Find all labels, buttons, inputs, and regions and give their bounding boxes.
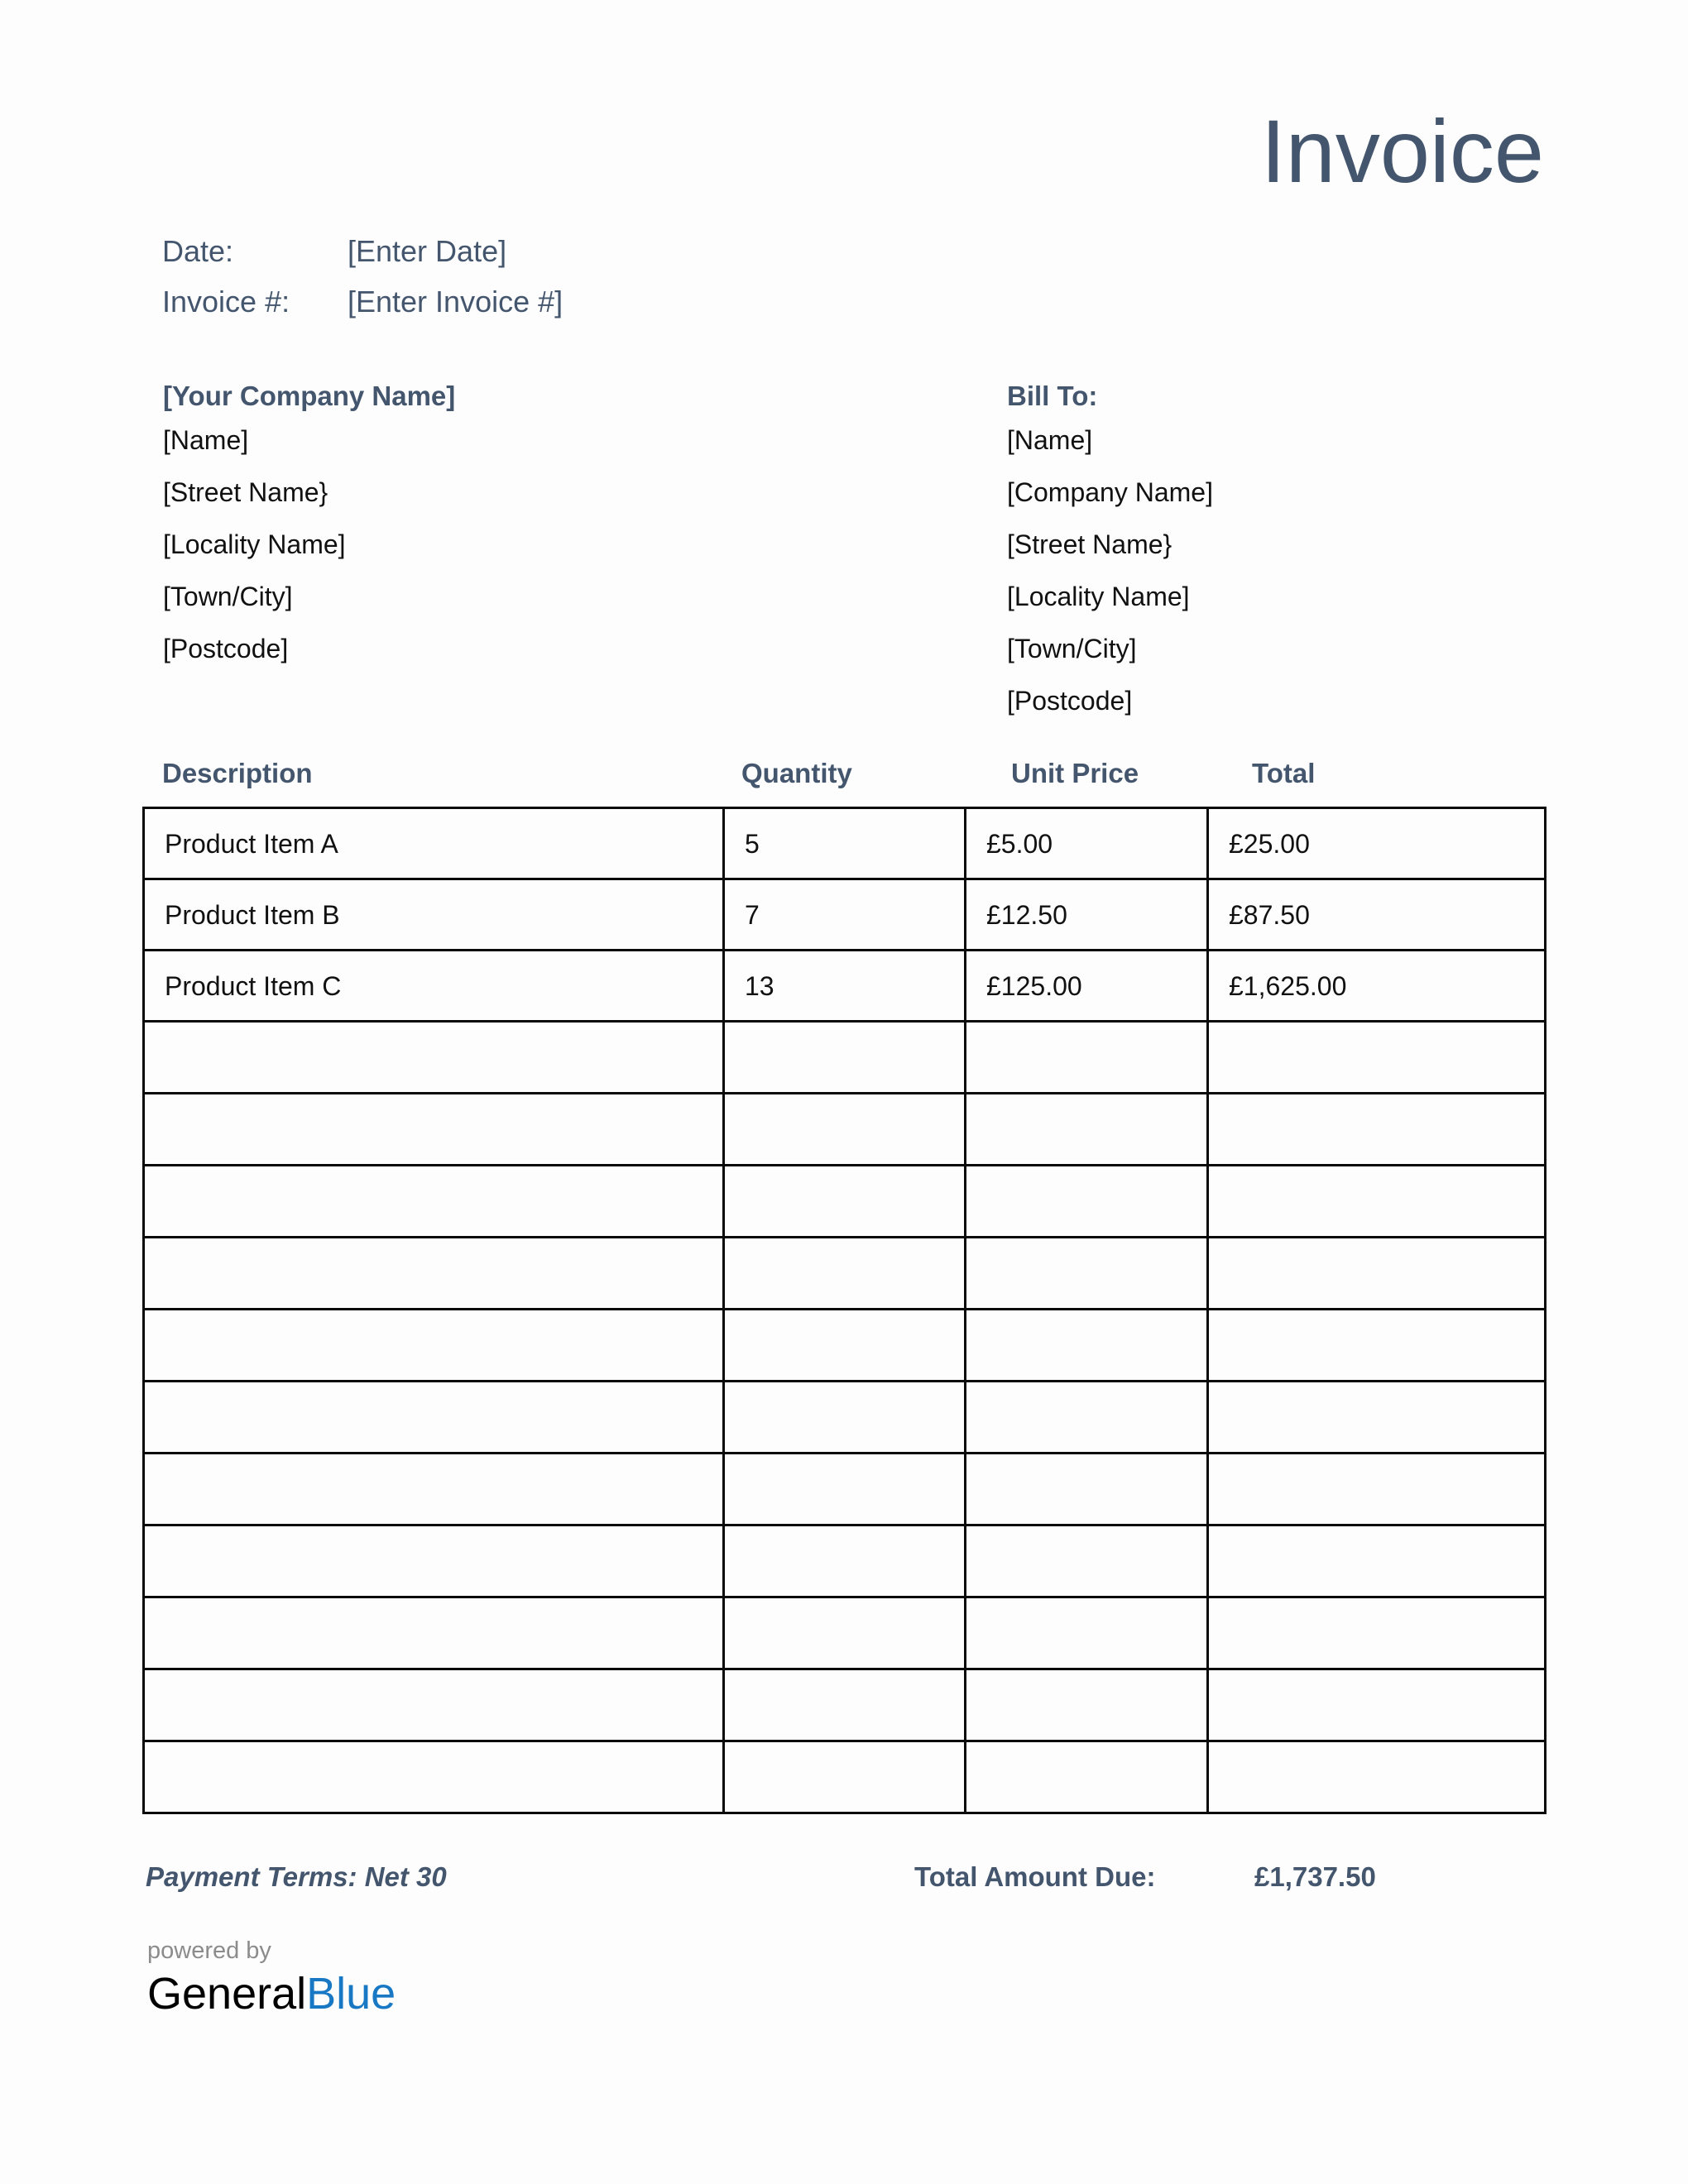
cell-unit-price-empty[interactable] [966,1238,1208,1310]
table-row [144,879,1546,951]
cell-quantity-empty[interactable] [724,1310,966,1382]
cell-description-empty[interactable] [144,1094,724,1166]
cell-description-empty[interactable] [144,1166,724,1238]
cell-unit-price[interactable]: £12.50 [966,879,1208,951]
cell-unit-price-empty[interactable] [966,1382,1208,1454]
date-label: Date: [162,234,234,268]
cell-total-empty[interactable] [1208,1094,1546,1166]
payment-terms: Payment Terms: Net 30 [146,1861,447,1892]
cell-quantity-empty[interactable] [724,1454,966,1525]
table-row-empty [144,1525,1546,1597]
cell-quantity[interactable]: 5 [724,808,966,879]
bill-to-address-line[interactable]: [Name] [1007,425,1093,455]
table-row-empty [144,1382,1546,1454]
bill-to-address-line[interactable]: [Locality Name] [1007,582,1190,611]
cell-total[interactable]: £25.00 [1208,808,1546,879]
table-row-empty [144,1454,1546,1525]
table-row-empty [144,1597,1546,1669]
table-row-empty [144,1741,1546,1813]
cell-description-empty[interactable] [144,1238,724,1310]
bill-to-label: Bill To: [1007,381,1098,411]
column-header-description: Description [162,758,313,788]
cell-description-empty[interactable] [144,1669,724,1741]
cell-description-empty[interactable] [144,1382,724,1454]
branding-logo [147,1937,396,2019]
cell-quantity-empty[interactable] [724,1166,966,1238]
cell-unit-price[interactable]: £125.00 [966,951,1208,1022]
brand-name-general: General [147,1969,307,2019]
brand-name-blue: Blue [306,1969,396,2019]
cell-description-empty[interactable] [144,1310,724,1382]
items-table-header [0,759,1688,804]
cell-total-empty[interactable] [1208,1166,1546,1238]
company-address-line[interactable]: [Postcode] [163,634,289,663]
generalblue-wordmark [147,1969,396,2019]
bill-to-address-line[interactable]: [Company Name] [1007,477,1213,507]
invoice-footer [0,1863,1688,1904]
date-row [162,234,563,287]
invoice-number-field[interactable]: [Enter Invoice #] [348,285,563,318]
cell-quantity-empty[interactable] [724,1597,966,1669]
cell-quantity-empty[interactable] [724,1022,966,1094]
cell-total-empty[interactable] [1208,1597,1546,1669]
cell-unit-price-empty[interactable] [966,1166,1208,1238]
invoice-number-label: Invoice #: [162,285,290,318]
total-due-label: Total Amount Due: [914,1861,1156,1892]
bill-to-address-line[interactable]: [Street Name} [1007,529,1172,559]
cell-total-empty[interactable] [1208,1238,1546,1310]
cell-total-empty[interactable] [1208,1022,1546,1094]
cell-quantity[interactable]: 13 [724,951,966,1022]
table-row-empty [144,1166,1546,1238]
cell-total-empty[interactable] [1208,1525,1546,1597]
cell-quantity-empty[interactable] [724,1094,966,1166]
invoice-meta [162,234,563,338]
cell-total[interactable]: £87.50 [1208,879,1546,951]
cell-total-empty[interactable] [1208,1741,1546,1813]
bill-to-address-line[interactable]: [Town/City] [1007,634,1137,663]
column-header-unit-price: Unit Price [1011,758,1139,788]
cell-description-empty[interactable] [144,1597,724,1669]
company-address-block [163,382,693,687]
table-row [144,808,1546,879]
cell-unit-price[interactable]: £5.00 [966,808,1208,879]
company-address-line[interactable]: [Name] [163,425,249,455]
company-name[interactable]: [Your Company Name] [163,381,456,411]
page-title: Invoice [1260,101,1544,201]
cell-total[interactable]: £1,625.00 [1208,951,1546,1022]
cell-unit-price-empty[interactable] [966,1597,1208,1669]
table-row-empty [144,1094,1546,1166]
cell-description-empty[interactable] [144,1022,724,1094]
cell-unit-price-empty[interactable] [966,1741,1208,1813]
cell-total-empty[interactable] [1208,1382,1546,1454]
cell-description[interactable]: Product Item C [144,951,724,1022]
bill-to-address-line[interactable]: [Postcode] [1007,686,1133,716]
cell-description[interactable]: Product Item B [144,879,724,951]
cell-quantity-empty[interactable] [724,1525,966,1597]
cell-unit-price-empty[interactable] [966,1525,1208,1597]
table-row [144,951,1546,1022]
invoice-number-row [162,287,563,338]
cell-description[interactable]: Product Item A [144,808,724,879]
table-row-empty [144,1022,1546,1094]
total-due-amount: £1,737.50 [1254,1861,1376,1892]
cell-quantity-empty[interactable] [724,1741,966,1813]
items-table [142,807,1547,1814]
column-header-quantity: Quantity [741,758,852,788]
cell-description-empty[interactable] [144,1741,724,1813]
date-field[interactable]: [Enter Date] [348,234,507,268]
cell-quantity-empty[interactable] [724,1238,966,1310]
cell-quantity-empty[interactable] [724,1382,966,1454]
table-row-empty [144,1669,1546,1741]
bill-to-address-block [1007,382,1553,740]
cell-total-empty[interactable] [1208,1310,1546,1382]
cell-description-empty[interactable] [144,1525,724,1597]
column-header-total: Total [1252,758,1316,788]
table-row-empty [144,1310,1546,1382]
cell-unit-price-empty[interactable] [966,1310,1208,1382]
company-address-line[interactable]: [Town/City] [163,582,293,611]
cell-unit-price-empty[interactable] [966,1094,1208,1166]
cell-unit-price-empty[interactable] [966,1022,1208,1094]
cell-unit-price-empty[interactable] [966,1669,1208,1741]
cell-description-empty[interactable] [144,1454,724,1525]
cell-quantity[interactable]: 7 [724,879,966,951]
cell-unit-price-empty[interactable] [966,1454,1208,1525]
powered-by-label: powered by [147,1937,271,1964]
cell-total-empty[interactable] [1208,1669,1546,1741]
cell-total-empty[interactable] [1208,1454,1546,1525]
company-address-line[interactable]: [Street Name} [163,477,328,507]
company-address-line[interactable]: [Locality Name] [163,529,346,559]
table-row-empty [144,1238,1546,1310]
cell-quantity-empty[interactable] [724,1669,966,1741]
